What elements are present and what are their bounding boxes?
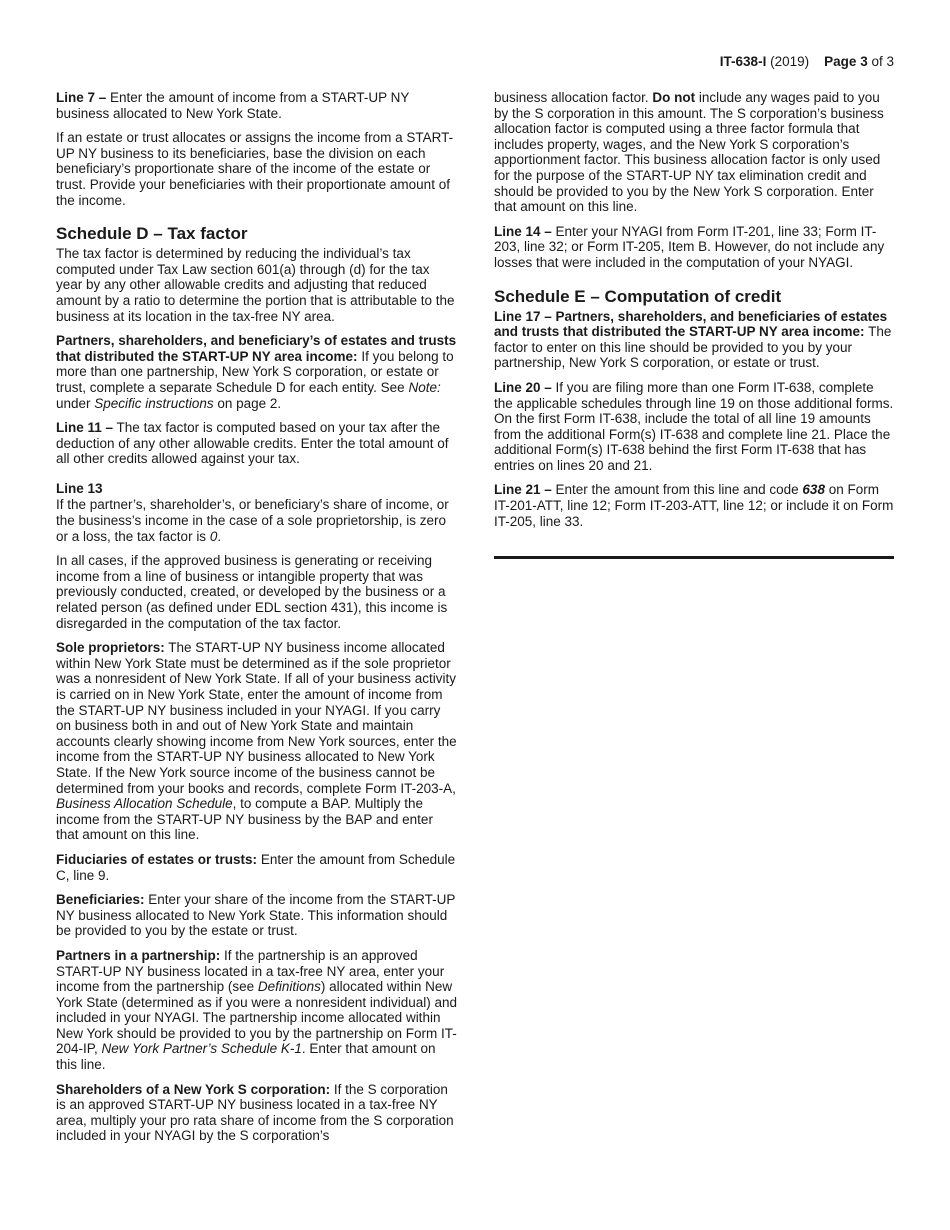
partners-note: Note: xyxy=(408,379,441,395)
line-17-paragraph xyxy=(494,309,896,371)
schedule-e-heading: Schedule E – Computation of credit xyxy=(494,286,782,306)
line-11-text: The tax factor is computed based on your tax after the deduction of any other allowable credits. Enter the total amount of all other credits allowed against your tax. xyxy=(56,420,449,467)
sole-text-2: , to compute a BAP. Multiply the income from the START-UP NY business by the BAP and enter that amount on this line. xyxy=(56,796,433,843)
page-word: Page xyxy=(824,54,857,69)
line-13-heading: Line 13 xyxy=(56,480,103,496)
cont-text-2: include any wages paid to you by the S corporation in this amount. The S corporation’s business allocation factor is computed using a three factor formula that includes property, wages, and the New York S corporation’s apportionment factor. This business allocation factor is only used for the purpose of the START-UP NY tax elimination credit and should be provided to you by the New York S corporation. Enter that amount on this line. xyxy=(494,90,884,215)
shareholders-paragraph xyxy=(56,1082,458,1144)
line-13-paragraph xyxy=(56,497,458,544)
beneficiaries-paragraph xyxy=(56,892,458,939)
line-13-zero: 0 xyxy=(209,528,218,544)
line-17-label: Line 17 – Partners, shareholders, and beneficiaries of estates and trusts that distributed the START-UP NY area income: xyxy=(494,308,888,340)
sole-text-1: The START-UP NY business income allocated within New York State must be determined as if the sole proprietor was a nonresident of New York State. If all of your business activity is carried on in New York State, enter the amount of income from the START-UP NY business included in your NYAGI. If you carry on business both in and out of New York State and maintain accounts clearly showing income from New York sources, enter the income from the START-UP NY business allocated to New York State. If the New York source income of the business cannot be determined from your books and records, complete Form IT-203-A, xyxy=(56,640,457,796)
pip-label: Partners in a partnership: xyxy=(56,947,221,963)
shareholders-label: Shareholders of a New York S corporation: xyxy=(56,1081,331,1097)
partners-label: Partners, shareholders, and beneficiary’s of estates and trusts that distributed the START-UP NY area income: xyxy=(56,333,457,364)
line-21-paragraph xyxy=(494,482,896,529)
fiduciaries-text: Enter the amount from Schedule C, line 9. xyxy=(56,851,456,883)
all-cases-paragraph: In all cases, if the approved business is generating or receiving income from a line of business or intangible property that was previously conducted, created, or developed by the business or a related person (as defined under EDL section 431), this income is disregarded in the computation of the tax factor. xyxy=(56,553,448,631)
sole-label: Sole proprietors: xyxy=(56,640,165,656)
page-number: 3 xyxy=(860,54,868,69)
page-header xyxy=(720,53,894,70)
partners-specific: Specific instructions xyxy=(94,395,214,411)
page-of-total: of 3 xyxy=(871,54,894,69)
fiduciaries-paragraph xyxy=(56,852,458,883)
line-11-paragraph xyxy=(56,420,458,467)
line-14-text: Enter your NYAGI from Form IT-201, line 33; Form IT-203, line 32; or Form IT-205, Item B. However, do not include any losses that were included in the computation of your NYAGI. xyxy=(494,223,885,270)
pip-definitions: Definitions xyxy=(257,979,321,995)
partners-text-1: If you belong to more than one partnership, New York S corporation, or estate or trust, complete a separate Schedule D for each entity. See xyxy=(56,348,454,395)
pip-text-1: If the partnership is an approved START-UP NY business located in a tax-free NY area, enter your income from the partnership (see xyxy=(56,947,445,995)
pip-text-3: . Enter that amount on this line. xyxy=(56,1041,436,1073)
partners-in-partnership-paragraph xyxy=(56,948,458,1073)
line-17-text: The factor to enter on this line should be provided to you by your partnership, New York S corporation, or estate or trust. xyxy=(494,324,892,371)
shareholders-text: If the S corporation is an approved START-UP NY business located in a tax-free NY area, multiply your pro rata share of income from the S corporation included in your NYAGI by the S corporation’s xyxy=(56,1081,454,1144)
schedule-d-heading: Schedule D – Tax factor xyxy=(56,224,248,244)
pip-text-2: ) allocated within New York State (determined as if you were a nonresident individual) and included in your NYAGI. The partnership income allocated within New York should be provided to you by the partnership on Form IT-204-IP, xyxy=(56,979,457,1057)
partners-paragraph xyxy=(56,333,458,411)
pip-k1: New York Partner’s Schedule K-1 xyxy=(101,1041,302,1057)
sole-bas: Business Allocation Schedule xyxy=(56,796,233,812)
line-7-paragraph xyxy=(56,90,458,121)
form-year: (2019) xyxy=(770,54,810,69)
line-13-text-1: If the partner’s, shareholder’s, or beneficiary’s share of income, or the business’s income in the case of a sole proprietorship, is zero or a loss, the tax factor is xyxy=(56,497,449,544)
line-20-text: If you are filing more than one Form IT-638, complete the applicable schedules through line 19 on those additional forms. On the first Form IT-638, include the total of all line 19 amounts from the additional Form(s) IT-638 and complete line 21. Place the additional Form(s) IT-638 behind the first Form IT-638 that has entries on lines 20 and 21. xyxy=(494,379,894,473)
cont-text-1: business allocation factor. xyxy=(494,90,653,105)
partners-text-3: on page 2. xyxy=(213,395,282,411)
right-column xyxy=(494,90,896,559)
beneficiaries-label: Beneficiaries: xyxy=(56,892,145,908)
form-id: IT-638-I xyxy=(719,54,767,69)
sole-proprietors-paragraph xyxy=(56,640,458,843)
line-11-label: Line 11 – xyxy=(56,420,114,436)
line-20-label: Line 20 – xyxy=(494,379,552,395)
line-21-code: 638 xyxy=(802,482,825,498)
left-column xyxy=(56,90,458,1153)
schedule-d-paragraph: The tax factor is determined by reducing the individual’s tax computed under Tax Law section 601(a) through (d) for the tax year by any other allowable credits and adjusting that reduced amount by a ratio to determine the portion that is attributable to the business at its location in the tax-free NY area. xyxy=(56,246,455,324)
line-20-paragraph xyxy=(494,380,896,474)
end-rule xyxy=(494,556,894,559)
line-14-paragraph xyxy=(494,224,896,271)
fiduciaries-label: Fiduciaries of estates or trusts: xyxy=(56,851,258,867)
line-7-label: Line 7 – xyxy=(56,90,107,105)
line-21-text-1: Enter the amount from this line and code xyxy=(551,482,803,498)
line-13-text-2: . xyxy=(217,528,222,544)
continuation-paragraph xyxy=(494,90,896,215)
partners-text-2: under xyxy=(56,395,95,411)
do-not-emphasis: Do not xyxy=(652,90,696,105)
estate-trust-paragraph: If an estate or trust allocates or assigns the income from a START-UP NY business to its beneficiaries, base the division on each beneficiary’s proportionate share of the income of the estate or trust. Provide your beneficiaries with their proportionate amount of the income. xyxy=(56,130,454,208)
line-21-text-2: on Form IT-201-ATT, line 12; Form IT-203-ATT, line 12; or include it on Form IT-205, line 33. xyxy=(494,482,894,529)
line-7-text: Enter the amount of income from a START-UP NY business allocated to New York State. xyxy=(56,90,410,121)
line-21-label: Line 21 – xyxy=(494,482,552,498)
beneficiaries-text: Enter your share of the income from the START-UP NY business allocated to New York State. This information should be provided to you by the estate or trust. xyxy=(56,892,456,939)
line-14-label: Line 14 – xyxy=(494,223,552,239)
